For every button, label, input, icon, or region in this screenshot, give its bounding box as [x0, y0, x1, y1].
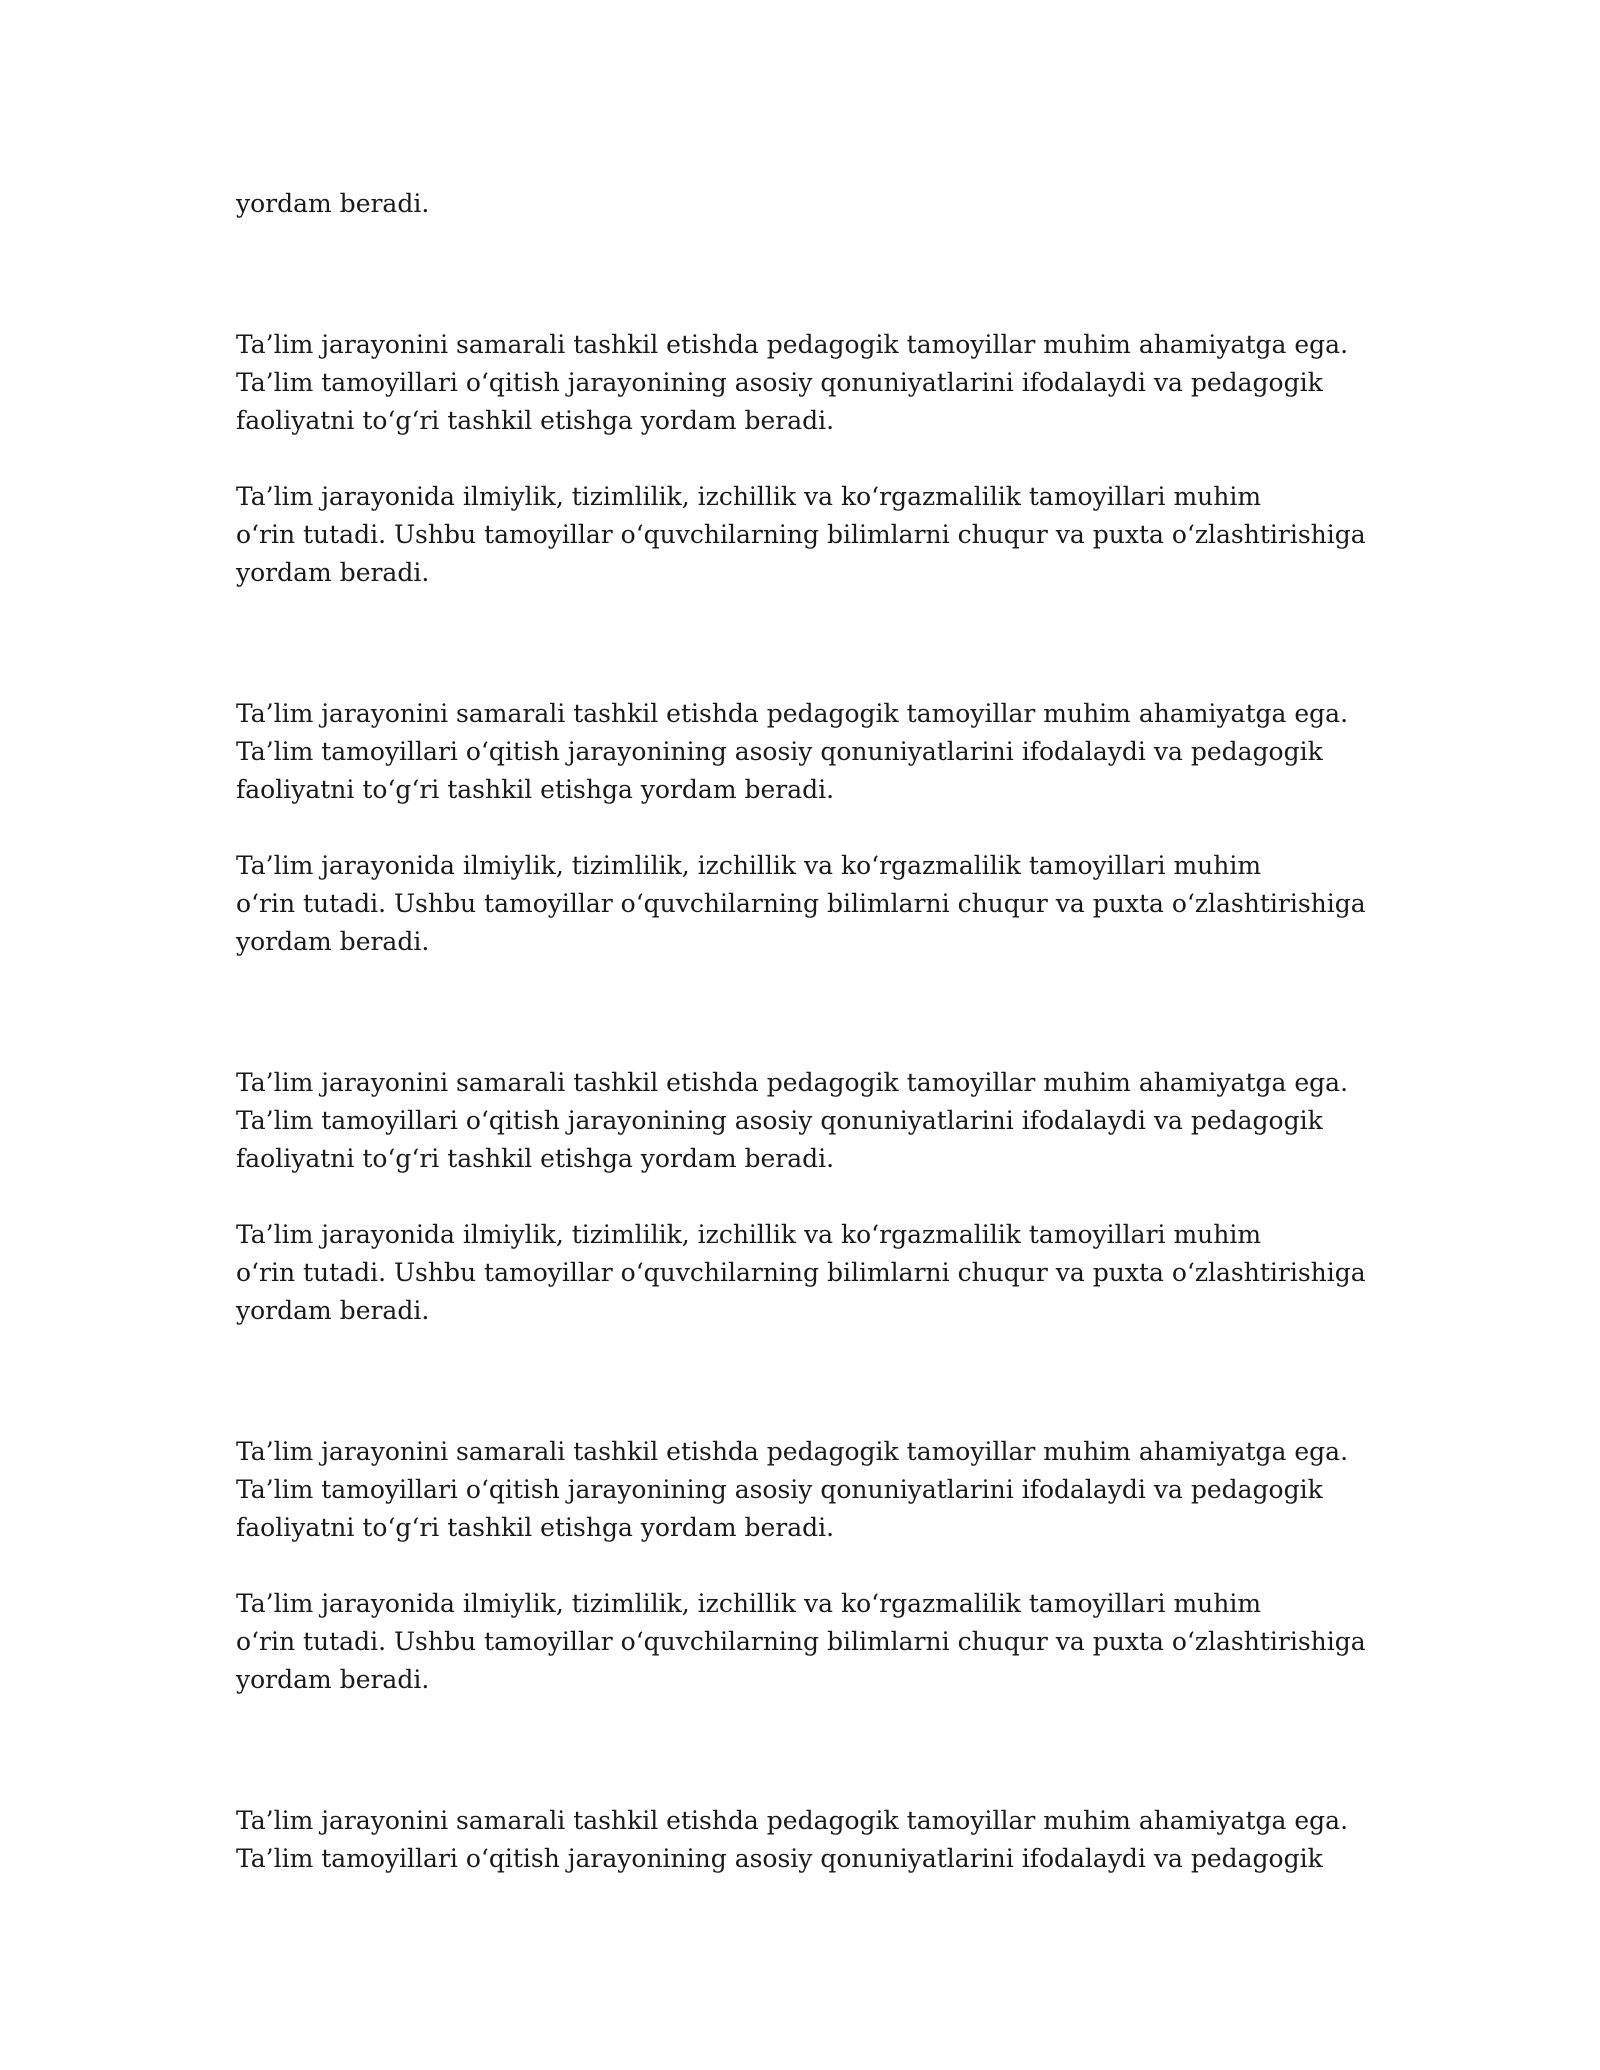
- paragraph: [236, 1585, 1366, 1699]
- section-spacer: [236, 1330, 1366, 1433]
- text-line: Ta’lim tamoyillari o‘qitish jarayonining asosiy qonuniyatlarini ifodalaydi va pedagogik: [236, 737, 1323, 766]
- paragraph: [236, 478, 1366, 592]
- text-line: yordam beradi.: [236, 558, 430, 587]
- paragraph: [236, 326, 1366, 440]
- text-line: Ta’lim jarayonini samarali tashkil etishda pedagogik tamoyillar muhim ahamiyatga ega.: [236, 1806, 1349, 1835]
- text-line: yordam beradi.: [236, 1665, 430, 1694]
- paragraph: [236, 1802, 1366, 1878]
- section: [236, 326, 1366, 592]
- text-line: yordam beradi.: [236, 927, 430, 956]
- paragraph: [236, 847, 1366, 961]
- section-spacer: [236, 1699, 1366, 1802]
- text-line: o‘rin tutadi. Ushbu tamoyillar o‘quvchilarning bilimlarni chuqur va puxta o‘zlashtirishiga: [236, 889, 1366, 918]
- text-line: o‘rin tutadi. Ushbu tamoyillar o‘quvchilarning bilimlarni chuqur va puxta o‘zlashtirishiga: [236, 1258, 1366, 1287]
- paragraph-spacer: [236, 809, 1366, 847]
- text-line: yordam beradi.: [236, 189, 430, 218]
- paragraph: [236, 1216, 1366, 1330]
- section-spacer: [236, 592, 1366, 695]
- text-line: Ta’lim jarayonida ilmiylik, tizimlilik, izchillik va ko‘rgazmalilik tamoyillari muhim: [236, 1220, 1262, 1249]
- paragraph: [236, 1064, 1366, 1178]
- paragraph: [236, 695, 1366, 809]
- text-line: faoliyatni to‘g‘ri tashkil etishga yordam beradi.: [236, 1513, 835, 1542]
- text-line: faoliyatni to‘g‘ri tashkil etishga yordam beradi.: [236, 406, 835, 435]
- text-column: [236, 185, 1366, 1878]
- text-line: Ta’lim jarayonida ilmiylik, tizimlilik, izchillik va ko‘rgazmalilik tamoyillari muhim: [236, 1589, 1262, 1618]
- section: [236, 1064, 1366, 1330]
- text-line: o‘rin tutadi. Ushbu tamoyillar o‘quvchilarning bilimlarni chuqur va puxta o‘zlashtirishiga: [236, 1627, 1366, 1656]
- text-line: Ta’lim jarayonini samarali tashkil etishda pedagogik tamoyillar muhim ahamiyatga ega.: [236, 699, 1349, 728]
- text-line: Ta’lim tamoyillari o‘qitish jarayonining asosiy qonuniyatlarini ifodalaydi va pedagogik: [236, 1106, 1323, 1135]
- text-line: faoliyatni to‘g‘ri tashkil etishga yordam beradi.: [236, 1144, 835, 1173]
- section-spacer: [236, 961, 1366, 1064]
- section-spacer: [236, 223, 1366, 326]
- text-line: o‘rin tutadi. Ushbu tamoyillar o‘quvchilarning bilimlarni chuqur va puxta o‘zlashtirishiga: [236, 520, 1366, 549]
- paragraph-spacer: [236, 1178, 1366, 1216]
- text-line: Ta’lim jarayonini samarali tashkil etishda pedagogik tamoyillar muhim ahamiyatga ega.: [236, 1437, 1349, 1466]
- text-line: Ta’lim jarayonida ilmiylik, tizimlilik, izchillik va ko‘rgazmalilik tamoyillari muhim: [236, 851, 1262, 880]
- text-line: Ta’lim tamoyillari o‘qitish jarayonining asosiy qonuniyatlarini ifodalaydi va pedagogik: [236, 1475, 1323, 1504]
- text-line: Ta’lim jarayonini samarali tashkil etishda pedagogik tamoyillar muhim ahamiyatga ega.: [236, 330, 1349, 359]
- section: [236, 695, 1366, 961]
- text-line: Ta’lim tamoyillari o‘qitish jarayonining asosiy qonuniyatlarini ifodalaydi va pedagogik: [236, 1844, 1323, 1873]
- paragraph: [236, 1433, 1366, 1547]
- paragraph-continuation: [236, 185, 1366, 223]
- section: [236, 1802, 1366, 1878]
- text-line: Ta’lim tamoyillari o‘qitish jarayonining asosiy qonuniyatlarini ifodalaydi va pedagogik: [236, 368, 1323, 397]
- text-line: Ta’lim jarayonini samarali tashkil etishda pedagogik tamoyillar muhim ahamiyatga ega.: [236, 1068, 1349, 1097]
- text-line: faoliyatni to‘g‘ri tashkil etishga yordam beradi.: [236, 775, 835, 804]
- section: [236, 1433, 1366, 1699]
- text-line: Ta’lim jarayonida ilmiylik, tizimlilik, izchillik va ko‘rgazmalilik tamoyillari muhim: [236, 482, 1262, 511]
- paragraph-spacer: [236, 1547, 1366, 1585]
- text-line: yordam beradi.: [236, 1296, 430, 1325]
- paragraph-spacer: [236, 440, 1366, 478]
